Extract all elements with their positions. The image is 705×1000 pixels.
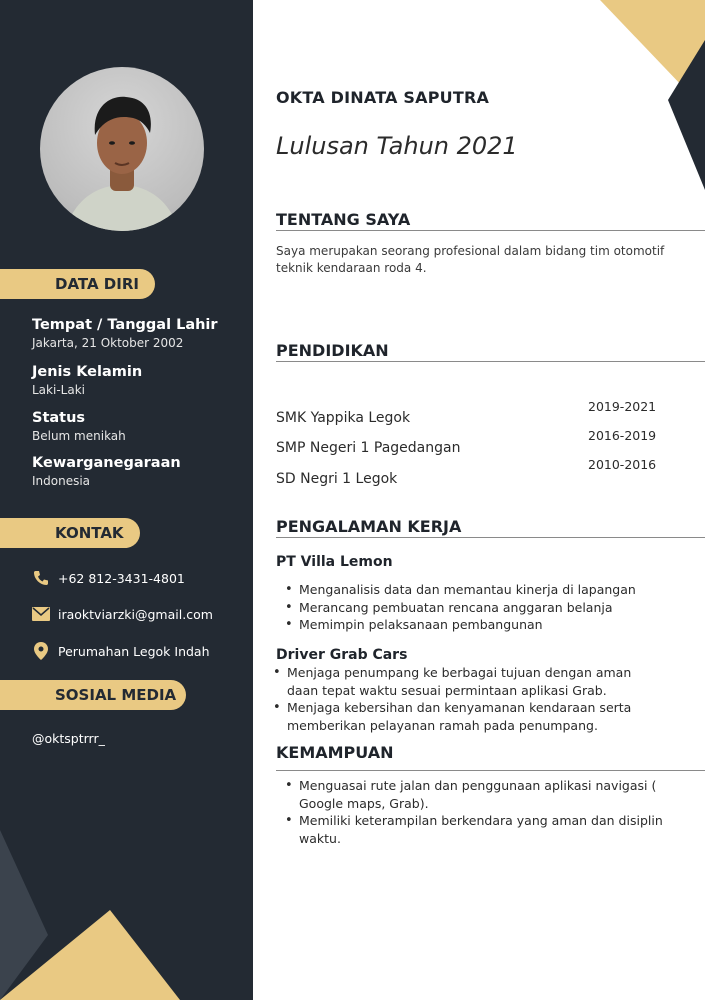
field-label: Status bbox=[32, 410, 86, 426]
data-diri-heading: DATA DIRI bbox=[0, 269, 155, 299]
skills-list bbox=[283, 777, 678, 847]
contact-text: iraoktviarzki@gmail.com bbox=[58, 606, 213, 622]
field-value: Belum menikah bbox=[32, 429, 126, 443]
field-label: Tempat / Tanggal Lahir bbox=[32, 317, 218, 333]
list-item: • Memimpin pelaksanaan pembangunan bbox=[283, 616, 683, 634]
section-divider bbox=[276, 770, 705, 771]
school-year: 2016-2019 bbox=[588, 428, 657, 443]
list-item: • Menguasai rute jalan dan penggunaan aplikasi navigasi ( Google maps, Grab). bbox=[283, 777, 678, 812]
corner-decoration-bottom-left bbox=[0, 830, 253, 1000]
kontak-heading: KONTAK bbox=[0, 518, 140, 548]
field-gender bbox=[32, 364, 142, 397]
job-duties-list bbox=[283, 581, 683, 634]
school-name: SMK Yappika Legok bbox=[276, 410, 411, 426]
field-birth bbox=[32, 317, 218, 350]
list-item: • Menganalisis data dan memantau kinerja di lapangan bbox=[283, 581, 683, 599]
corner-decoration-top-right bbox=[600, 0, 705, 190]
contact-email bbox=[32, 605, 213, 623]
mail-icon bbox=[32, 605, 50, 623]
full-name: OKTA DINATA SAPUTRA bbox=[276, 88, 490, 107]
contact-text: +62 812-3431-4801 bbox=[58, 570, 185, 586]
graduation-subtitle: Lulusan Tahun 2021 bbox=[276, 132, 518, 160]
contact-text: Perumahan Legok Indah bbox=[58, 643, 210, 659]
field-value: Indonesia bbox=[32, 474, 91, 488]
school-year: 2010-2016 bbox=[588, 457, 657, 472]
section-divider bbox=[276, 361, 705, 362]
list-item: • Menjaga kebersihan dan kenyamanan kendaraan serta memberikan pelayanan ramah pada penumpang. bbox=[271, 699, 666, 734]
profile-photo bbox=[40, 67, 204, 231]
field-label: Kewarganegaraan bbox=[32, 455, 181, 471]
list-item: • Memiliki keterampilan berkendara yang aman dan disiplin waktu. bbox=[283, 812, 678, 847]
job-title: Driver Grab Cars bbox=[276, 647, 408, 663]
field-status bbox=[32, 410, 126, 443]
social-media-heading: SOSIAL MEDIA bbox=[0, 680, 186, 710]
field-label: Jenis Kelamin bbox=[32, 364, 143, 380]
school-name: SMP Negeri 1 Pagedangan bbox=[276, 440, 461, 456]
field-value: Jakarta, 21 Oktober 2002 bbox=[32, 336, 184, 350]
field-nationality bbox=[32, 455, 181, 488]
job-duties-list bbox=[271, 664, 666, 734]
skills-title: KEMAMPUAN bbox=[276, 743, 394, 762]
field-value: Laki-Laki bbox=[32, 383, 85, 397]
list-item: • Menjaga penumpang ke berbagai tujuan dengan aman daan tepat waktu sesuai permintaan aplikasi Grab. bbox=[271, 664, 666, 699]
school-name: SD Negri 1 Legok bbox=[276, 471, 398, 487]
contact-address bbox=[32, 642, 210, 660]
social-handle: @oktsptrrr_ bbox=[32, 731, 105, 746]
school-year: 2019-2021 bbox=[588, 399, 657, 414]
location-pin-icon bbox=[32, 642, 50, 660]
education-title: PENDIDIKAN bbox=[276, 341, 389, 360]
phone-icon bbox=[32, 569, 50, 587]
section-divider bbox=[276, 230, 705, 231]
list-item: • Merancang pembuatan rencana anggaran belanja bbox=[283, 599, 683, 617]
experience-title: PENGALAMAN KERJA bbox=[276, 517, 462, 536]
sidebar bbox=[0, 0, 253, 1000]
job-title: PT Villa Lemon bbox=[276, 554, 393, 570]
about-title: TENTANG SAYA bbox=[276, 210, 411, 229]
about-text: Saya merupakan seorang profesional dalam bidang tim otomotif teknik kendaraan roda 4. bbox=[276, 244, 665, 275]
contact-phone bbox=[32, 569, 185, 587]
section-divider bbox=[276, 537, 705, 538]
